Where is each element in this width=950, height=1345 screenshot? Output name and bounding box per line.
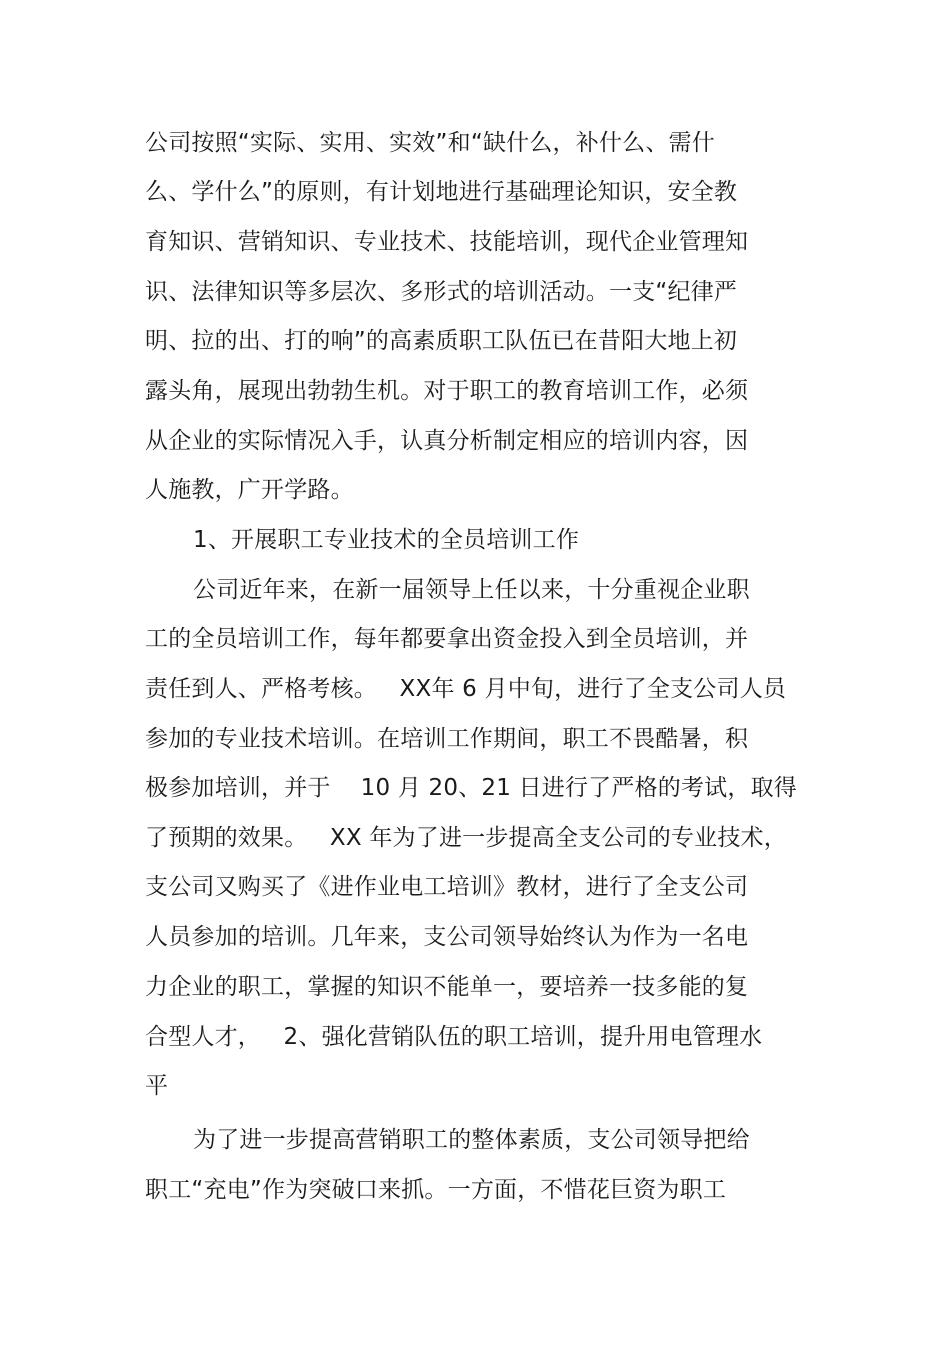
text-line: 明、拉的出、打的响”的高素质职工队伍已在昔阳大地上初 xyxy=(145,328,738,354)
text-line: 么、学什么”的原则，有计划地进行基础理论知识，安全教 xyxy=(145,179,738,205)
text-line: 公司近年来，在新一届领导上任以来，十分重视企业职 xyxy=(193,577,750,603)
text-line: 力企业的职工，掌握的知识不能单一，要培养一技多能的复 xyxy=(145,974,749,1000)
text-line: 公司按照“实际、实用、实效”和“缺什么，补什么、需什 xyxy=(145,130,715,156)
text-line: 合型人才， 2、强化营销队伍的职工培训，提升用电管理水 xyxy=(145,1024,763,1050)
text-line: 人施教，广开学路。 xyxy=(145,477,354,503)
text-line: 育知识、营销知识、专业技术、技能培训，现代企业管理知 xyxy=(145,229,749,255)
text-line: 识、法律知识等多层次、多形式的培训活动。一支“纪律严 xyxy=(145,279,738,305)
text-line: 参加的专业技术培训。在培训工作期间，职工不畏酷暑，积 xyxy=(145,726,749,752)
text-line: 从企业的实际情况入手，认真分析制定相应的培训内容，因 xyxy=(145,428,749,454)
text-line: 露头角，展现出勃勃生机。对于职工的教育培训工作，必须 xyxy=(145,378,749,404)
text-line: 了预期的效果。 XX 年为了进一步提高全支公司的专业技术， xyxy=(145,825,787,851)
text-line: 极参加培训，并于 10 月 20、21 日进行了严格的考试，取得 xyxy=(145,775,797,801)
text-line: 平 xyxy=(145,1073,169,1099)
text-line: 支公司又购买了《进作业电工培训》教材，进行了全支公司 xyxy=(145,874,749,900)
text-line: 人员参加的培训。几年来，支公司领导始终认为作为一名电 xyxy=(145,924,749,950)
text-line: 工的全员培训工作，每年都要拿出资金投入到全员培训，并 xyxy=(145,626,749,652)
text-line: 为了进一步提高营销职工的整体素质，支公司领导把给 xyxy=(193,1127,750,1153)
text-line: 责任到人、严格考核。 XX年 6 月中旬，进行了全支公司人员 xyxy=(145,676,787,702)
section-heading: 1、开展职工专业技术的全员培训工作 xyxy=(193,527,580,553)
text-line: 职工“充电”作为突破口来抓。一方面，不惜花巨资为职工 xyxy=(145,1177,727,1203)
